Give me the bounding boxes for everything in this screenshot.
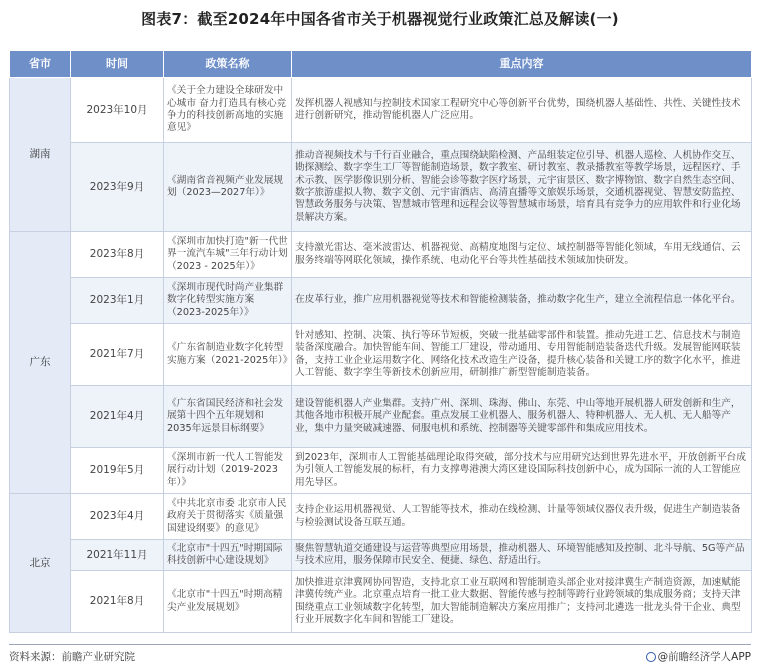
source-note: 资料来源：前瞻产业研究院 <box>9 651 135 663</box>
brand-text: @前瞻经济学人APP <box>657 651 751 663</box>
policy-cell: 《广东省国民经济和社会发展第十四个五年规划和2035年远景目标纲要》 <box>164 386 292 448</box>
time-cell: 2023年1月 <box>71 278 164 324</box>
table-row <box>10 494 752 540</box>
header-policy: 政策名称 <box>164 51 292 78</box>
table-row <box>10 232 752 278</box>
policy-cell: 《北京市"十四五"时期高精尖产业发展规划》 <box>164 571 292 633</box>
points-cell: 到2023年，深圳市人工智能基础理论取得突破，部分技术与应用研究达到世界先进水平，开放创新平台成为引领人工智能发展的标杆，有力支撑粤港澳大湾区建设国际科技创新中心，成为国际一流的人工智能应用先导区。 <box>292 448 752 494</box>
points-cell: 发挥机器人视感知与控制技术国家工程研究中心等创新平台优势，围绕机器人基础性、共性、关键性技术进行创新研究，推动智能机器人广泛应用。 <box>292 78 752 143</box>
table-row <box>10 324 752 386</box>
time-cell: 2021年11月 <box>71 540 164 571</box>
table-row <box>10 143 752 232</box>
points-cell: 支持激光雷达、毫米波雷达、机器视觉、高精度地图与定位、域控制器等智能化领域，车用无线通信、云服务终端等网联化领域，操作系统、电动化平台等共性基础技术领域加快研发。 <box>292 232 752 278</box>
province-cell: 湖南 <box>10 78 71 232</box>
table-row <box>10 540 752 571</box>
points-cell: 针对感知、控制、决策、执行等环节短板，突破一批基础零部件和装置。推动先进工艺、信息技术与制造装备深度融合。加快智能车间、智能工厂建设，带动通用、专用智能制造装备迭代升级。发展智能网联装备，支持工业企业运用数字化、网络化技术改造生产设备，提升核心装备和关键工序的数字化水平，推进人工智能、数字孪生等新技术创新应用，研制推广新型智能制造装备。 <box>292 324 752 386</box>
header-time: 时间 <box>71 51 164 78</box>
chart-title: 图表7：截至2024年中国各省市关于机器视觉行业政策汇总及解读(一) <box>141 10 619 28</box>
points-cell: 聚焦智慧轨道交通建设与运营等典型应用场景，推动机器人、环境智能感知及控制、北斗导航、5G等产品与技术应用，服务保障市民安全、便捷、绿色、舒适出行。 <box>292 540 752 571</box>
policy-cell: 《深圳市现代时尚产业集群数字化转型实施方案（2023-2025年）》 <box>164 278 292 324</box>
table-header-row <box>10 51 752 78</box>
table-row <box>10 448 752 494</box>
points-cell: 推动音视频技术与千行百业融合，重点围绕缺陷检测、产品组装定位引导、机器人巡检、人机协作交互、勘探测绘、数字孪生工厂等智能制造场景，数字教室、研讨教室、教录播教室等教学场景，远程医疗、手术示教、医学影像识别分析、智能会诊等数字医疗场景，元宇宙景区、数字博物馆、数字自然生态空间、数字旅游虚拟人物、数字文创、元宇宙酒店、高清直播等文旅娱乐场景，交通机器视觉、智慧安防监控、智慧政务服务与决策、智慧城市管理和远程会议等智慧城市场景，培育具有竞争力的应用软件和行业化场景解决方案。 <box>292 143 752 232</box>
table-row <box>10 386 752 448</box>
policy-table <box>9 50 752 633</box>
points-cell: 建设智能机器人产业集群。支持广州、深圳、珠海、佛山、东莞、中山等地开展机器人研发创新和生产，其他各地市积极开展产业配套。重点发展工业机器人、服务机器人、特种机器人、无人机、无人船等产业，集中力量突破减速器、伺服电机和系统、控制器等关键零部件和集成应用技术。 <box>292 386 752 448</box>
time-cell: 2023年9月 <box>71 143 164 232</box>
policy-cell: 《深圳市加快打造"新一代世界一流汽车城"三年行动计划（2023 - 2025年）》 <box>164 232 292 278</box>
policy-cell: 《北京市"十四五"时期国际科技创新中心建设规划》 <box>164 540 292 571</box>
points-cell: 加快推进京津冀网协同智造，支持北京工业互联网和智能制造头部企业对接津冀生产制造资源，加速赋能津冀传统产业。北京重点培育一批工业大数据、智能传感与控制等跨行业跨领域的集成服务商；支持天津围绕重点工业领域数字化转型，加大智能制造解决方案应用推广；支持河北遴选一批龙头骨干企业、典型行业开展数字化车间和智能工厂建设。 <box>292 571 752 633</box>
time-cell: 2021年4月 <box>71 386 164 448</box>
time-cell: 2021年7月 <box>71 324 164 386</box>
table-row <box>10 78 752 143</box>
policy-cell: 《广东省制造业数字化转型实施方案（2021-2025年）》 <box>164 324 292 386</box>
points-cell: 在皮革行业，推广应用机器视觉等技术和智能检测装备，推动数字化生产，建立全流程信息一体化平台。 <box>292 278 752 324</box>
policy-cell: 《深圳市新一代人工智能发展行动计划（2019-2023年）》 <box>164 448 292 494</box>
policy-cell: 《湖南省音视频产业发展规划（2023—2027年）》 <box>164 143 292 232</box>
brand-logo-icon <box>646 652 656 662</box>
points-cell: 支持企业运用机器视觉、人工智能等技术，推动在线检测、计量等领域仪器仪表升级，促进生产制造装备与检验测试设备互联互通。 <box>292 494 752 540</box>
province-cell: 北京 <box>10 494 71 633</box>
brand-credit <box>646 649 751 664</box>
header-province: 省市 <box>10 51 71 78</box>
province-cell: 广东 <box>10 232 71 494</box>
policy-cell: 《中共北京市委 北京市人民政府关于贯彻落实《质量强国建设纲要》的意见》 <box>164 494 292 540</box>
footer <box>9 644 751 663</box>
time-cell: 2021年8月 <box>71 571 164 633</box>
time-cell: 2023年4月 <box>71 494 164 540</box>
policy-cell: 《关于全力建设全球研发中心城市 奋力打造具有核心竞争力的科技创新高地的实施意见》 <box>164 78 292 143</box>
header-points: 重点内容 <box>292 51 752 78</box>
table-row <box>10 571 752 633</box>
time-cell: 2023年8月 <box>71 232 164 278</box>
time-cell: 2023年10月 <box>71 78 164 143</box>
table-row <box>10 278 752 324</box>
time-cell: 2019年5月 <box>71 448 164 494</box>
